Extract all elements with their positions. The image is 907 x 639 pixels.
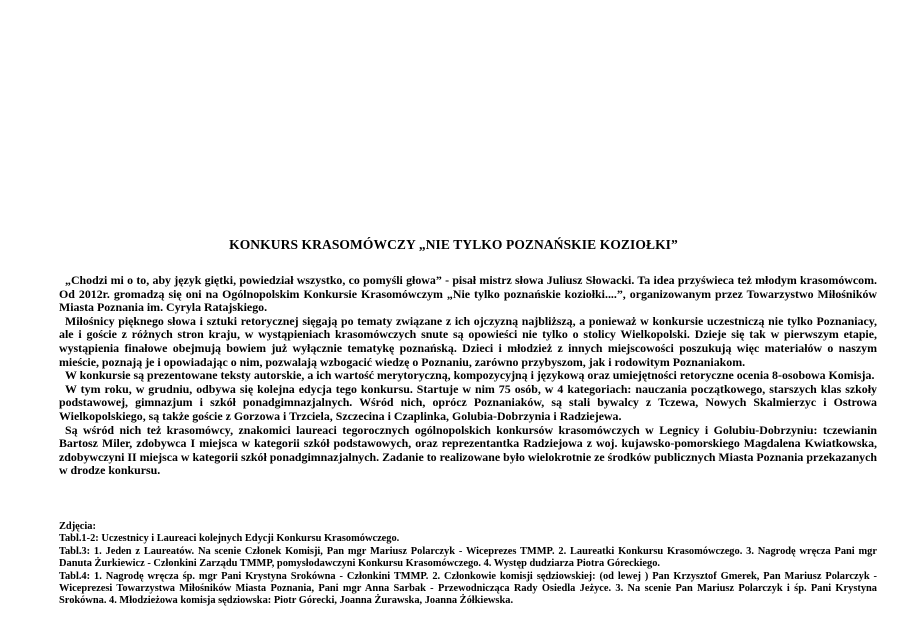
caption-tabl-1-2: Tabl.1-2: Uczestnicy i Laureaci kolejnych Edycji Konkursu Krasomówczego. [59, 533, 400, 545]
paragraph-3: W konkursie są prezentowane teksty autorskie, a ich wartość merytoryczną, kompozycyjną i językową oraz umiejętności retoryczne ocenia 8-osobowa Komisja. [65, 368, 875, 383]
paragraph-4: W tym roku, w grudniu, odbywa się kolejna edycja tego konkursu. Startuje w nim 75 osób, w 4 kategoriach: nauczania początkowego, starszych klas szkoły podstawowej, gimnazjum i szkół ponadgimnazjalnych. Wśród nich, oprócz Poznaniaków, są stali bywalcy z Tczewa, Nowych Skalmierzyc i Ostrowa Wielkopolskiego, są także goście z Gorzowa i Trzciela, Szczecina i Czaplinka, Golubia-Dobrzynia i Radziejewa. [59, 381, 877, 423]
caption-tabl-3: Tabl.3: 1. Jeden z Laureatów. Na scenie Członek Komisji, Pan mgr Mariusz Polarczyk - Wiceprezes TMMP. 2. Laureatki Konkursu Krasomówczego. 3. Nagrodę wręcza Pani mgr Danuta Żurkiewicz - Członkini Zarządu TMMP, pomysłodawczyni Konkursu Krasomówczego. 4. Występ dudziarza Piotra Góreckiego. [59, 545, 877, 570]
paragraph-1: „Chodzi mi o to, aby język giętki, powiedział wszystko, co pomyśli głowa” - pisał mistrz słowa Juliusz Słowacki. Ta idea przyświeca też młodym krasomówcom. Od 2012r. gromadzą się oni na Ogólnopolskim Konkursie Krasomówczym „Nie tylko poznańskie koziołki....”, organizowanym przez Towarzystwo Miłośników Miasta Poznania im. Cyryla Ratajskiego. [59, 273, 877, 315]
captions-heading: Zdjęcia: [59, 521, 96, 532]
paragraph-2: Miłośnicy pięknego słowa i sztuki retorycznej sięgają po tematy związane z ich ojczyzną najbliższą, a ponieważ w konkursie uczestniczą nie tylko Poznaniacy, ale i goście z różnych stron kraju, w wystąpieniach krasomówczych snute są opowieści nie tylko o stolicy Wielkopolski. Dzieje się tak w pierwszym etapie, wystąpienia finałowe obejmują bowiem już wyłącznie tematykę poznańską. Dzieci i młodzież z innych miejscowości poszukują więc materiałów o naszym mieście, poznają je i opowiadając o nim, pozwalają wzbogacić wiedzę o Poznaniu, zarówno przybyszom, jak i rodowitym Poznaniakom. [59, 313, 877, 369]
paragraph-5: Są wśród nich też krasomówcy, znakomici laureaci tegorocznych ogólnopolskich konkursów krasomówczych w Legnicy i Golubiu-Dobrzyniu: tczewianin Bartosz Miler, zdobywca I miejsca w kategorii szkół podstawowych, oraz reprezentantka Radziejowa z woj. kujawsko-pomorskiego Magdalena Kwiatkowska, zdobywczyni II miejsca w kategorii szkół ponadgimnazjalnych. Zadanie to realizowane było wielokrotnie ze środków publicznych Miasta Poznania przekazanych w drodze konkursu. [59, 422, 877, 478]
document-title: KONKURS KRASOMÓWCZY „NIE TYLKO POZNAŃSKIE KOZIOŁKI” [229, 237, 678, 252]
photo-captions [59, 521, 877, 608]
caption-tabl-4: Tabl.4: 1. Nagrodę wręcza śp. mgr Pani Krystyna Srokówna - Członkini TMMP. 2. Członkowie komisji sędziowskiej: (od lewej ) Pan Krzysztof Gmerek, Pan Mariusz Polarczyk - Wiceprezesi Towarzystwa Miłośników Miasta Poznania, Pani mgr Anna Sarbak - Przewodnicząca Rady Osiedla Jeżyce. 3. Na scenie Pan Mariusz Polarczyk i śp. Pani Krystyna Srokówna. 4. Młodzieżowa komisja sędziowska: Piotr Górecki, Joanna Żurawska, Joanna Żółkiewska. [59, 570, 877, 607]
document-body [59, 274, 877, 478]
